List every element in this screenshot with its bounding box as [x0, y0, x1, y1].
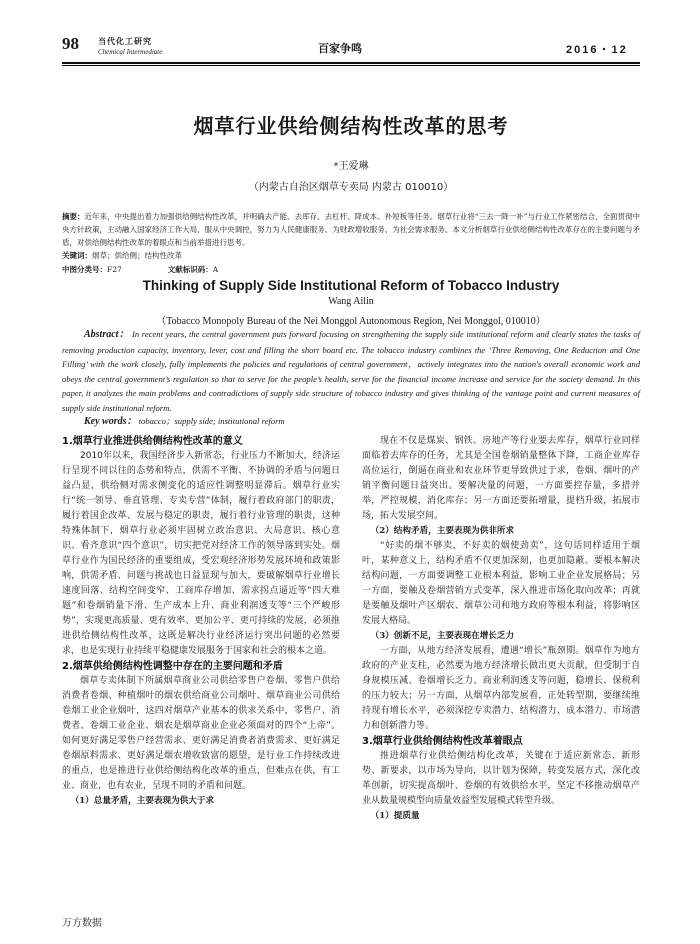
source-watermark: 万方数据 — [62, 918, 102, 929]
english-keywords-text: tobacco；supply side; institutional reform — [138, 416, 285, 426]
english-keywords-label: Key words： — [84, 416, 137, 427]
article-title: 烟草行业供给侧结构性改革的思考 — [193, 114, 509, 138]
journal-name-en: Chemical Intermediate — [98, 48, 163, 56]
subsection-heading: （3）创新不足，主要表现在增长乏力 — [370, 631, 515, 641]
header-rule-thick — [62, 62, 640, 64]
body-paragraph: 烟草专卖体制下所属烟草商业公司供给零售户卷烟、零售户供给消费者卷烟、种植烟叶的烟农供给商业公司烟叶、烟草商业公司供给卷烟工业企业烟叶，这四对烟草产业基本的供求关系中，零售户、消费者、卷烟工业企业、烟农是烟草商业企业必须面对的四个“上帝”。如何更好满足零售户经营需求、更好满足消费者消费需求、更好满足卷烟原料需求、更好满足烟农增收致富的愿望，是行业工作持续改进的重点，也是推进行业供给侧结构化改革的重点，但难点在供，有工业、商业，也有农业，呈现不同的矛盾和问题。 — [62, 676, 340, 791]
body-paragraph: 推进烟草行业供给侧结构化改革，关键在于适应新常态、新形势、新要求，以市场为导向，以计划为保障，转变发展方式，深化改革创新，切实提高烟叶、卷烟的有效供给水平，坚定不移推动烟草产业从数量规模型向质量效益型发展模式转型升级。 — [362, 751, 640, 806]
body-column-right — [362, 434, 640, 824]
journal-name-cn: 当代化工研究 — [98, 37, 152, 46]
classification-label: 中图分类号： — [62, 265, 107, 274]
header-rule-thin — [62, 65, 640, 66]
english-affiliation: （Tobacco Monopoly Bureau of the Nei Monggol Autonomous Region, Nei Monggol, 010010） — [156, 316, 546, 327]
abstract-cn — [62, 210, 640, 249]
section-heading: 1.烟草行业推进供给侧结构性改革的意义 — [62, 436, 243, 447]
doc-code-label: 文献标识码： — [167, 265, 213, 274]
article-affiliation: （内蒙古自治区烟草专卖局 内蒙古 010010） — [248, 182, 454, 193]
classification-code: F27 — [107, 265, 122, 274]
body-paragraph: 现在不仅是煤炭、钢铁、房地产等行业要去库存，烟草行业同样面临着去库存的任务，尤其是全国卷烟销量整体下降，工商企业库存高位运行，倒逼在商业和农业环节更导致供过于求，卷烟、烟叶的产销平衡问题日益突出。要解决量的问题，一方面要控存量，多措并举，严控规模，消化库存；另一方面还要拓增量，提档升级，拓展市场，拓大发展空间。 — [362, 436, 640, 521]
section-heading: 2.烟草供给侧结构性调整中存在的主要问题和矛盾 — [62, 661, 283, 672]
keywords-text: 烟草；供给侧；结构性改革 — [92, 251, 182, 260]
english-abstract — [62, 327, 640, 416]
body-paragraph: 2010年以来，我国经济步入新常态，行业压力不断加大，经济运行呈现不同以往的态势和特点，供需不平衡、不协调的矛盾与问题日益凸显，供给侧对需求侧变化的适应性调整明显滞后。烟草行业实行“统一领导、垂直管理、专卖专营”体制，履行着政府部门的职责，履行着国企改革、发展与稳定的职责，履行着行业管理的职责，这种特殊体制下，烟草行业必须牢固树立政治意识、大局意识、核心意识、看齐意识“四个意识”，切实把党对经济工作的领导落到实处。烟草行业作为国民经济的重要组成，受宏观经济形势发展环境和政策影响，供需矛盾、问题与挑战也日益显现与加大，要破解烟草行业增长速度回落、结构空间变窄、工商库存增加、需求拐点逼近等“四大难题”和卷烟销量下滑、生产成本上升、商业利润透支等“三个严峻形势”，实现更高质量、更有效率、更加公平、更可持续的发展，必须推进供给侧结构性改革，这既是解决行业经济运行突出问题的必然要求，也是实现行业持续平稳健康发展服务于国家和社会的根本之道。 — [62, 451, 340, 656]
body-paragraph: 一方面，从地方经济发展看，遭遇“增长”瓶颈期。烟草作为地方政府的产业支柱，必然要为地方经济增长做出更大贡献，但受制于自身规模压减、卷烟增长乏力、商业利润透支等问题，稳增长、保税利的压力较大；另一方面，从烟草内部发展看，正处转型期，要继续维持现有增长水平，必须深挖专卖潜力、结构潜力、成本潜力、市场潜力和创新潜力等。 — [362, 646, 640, 731]
issue-number: 2016・12 — [566, 44, 628, 56]
english-abstract-label: Abstract： — [84, 329, 130, 340]
classification-line — [62, 263, 640, 276]
english-author: Wang Ailin — [328, 296, 374, 307]
body-paragraph: “好卖的烟不够卖，不好卖的烟使劲卖”，这句话同样适用于烟叶，某种意义上，结构矛盾不仅更加深刻，也更加隐蔽。要根本解决结构问题，一方面要调整工业根本利益，影响工业企业发展格局；另一方面，要触及卷烟营销方式变革，深入推进市场化取向改革；再就是要触及烟叶产区烟农、烟草公司和地方政府等根本利益，将影响区发展大格局。 — [362, 541, 640, 626]
doc-code: A — [212, 265, 219, 274]
section-heading: 3.烟草行业供给侧结构性改革着眼点 — [362, 736, 523, 747]
english-abstract-text: In recent years, the central government puts forward focusing on strengthening the supply side institutional reform and clearly states the tasks of removing production capacity, inventory, lever, cost and filling the short board etc. The tobacco industry combines the ‘Three Removing, One Reduction and One Filling’ with the work closely, fully implements the policies and regulations of central government，actively integrates into the nation's overall economic work and obeys the central government’s regulation so that to serve for the people’s health, serve for the financial income increase and service for the society demand. In this paper, it analyzes the main problems and contradictions of supply side structure of tobacco industry and gives thinking of the vantage point and current measures of supply side institutional reform. — [62, 329, 640, 413]
subsection-heading: （2）结构矛盾，主要表现为供非所求 — [370, 526, 515, 536]
running-header — [0, 0, 700, 62]
keywords-cn — [62, 249, 640, 262]
keywords-label: 关键词： — [62, 251, 92, 260]
subsection-heading: （1）提质量 — [370, 811, 420, 821]
subsection-heading: （1）总量矛盾，主要表现为供大于求 — [70, 796, 215, 806]
english-keywords — [84, 412, 285, 427]
english-title: Thinking of Supply Side Institutional Reform of Tobacco Industry — [142, 278, 560, 293]
body-column-left — [62, 434, 340, 809]
article-author: *王爱琳 — [333, 161, 369, 172]
abstract-text: 近年来，中央提出着力加强供给侧结构性改革，并明确去产能、去库存、去杠杆、降成本、补短板等任务。烟草行业将“三去一降一补”与行业工作紧密结合，全面贯彻中央方针政策，主动融入国家经济工作大局，服从中央调控，努力为人民健康服务、为财政增收服务、为社会需求服务。本文分析烟草行业供给侧结构性改革存在的主要问题与矛盾，对供给侧结构性改革的着眼点和当前举措进行思考。 — [62, 212, 640, 247]
page-number: 98 — [62, 34, 79, 53]
section-title: 百家争鸣 — [318, 42, 362, 55]
abstract-label: 摘要： — [62, 212, 85, 221]
